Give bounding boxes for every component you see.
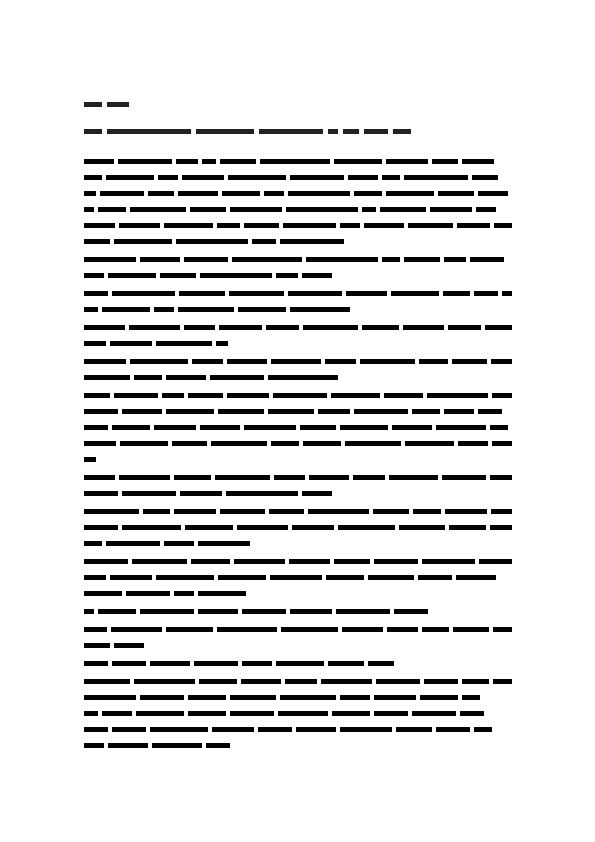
paragraph	[84, 606, 512, 616]
document-header	[84, 99, 129, 109]
paragraph	[84, 506, 512, 548]
paragraph	[84, 676, 512, 750]
document-body	[84, 156, 512, 756]
paragraph	[84, 624, 512, 650]
paragraph	[84, 322, 512, 348]
paragraph	[84, 658, 512, 668]
paragraph	[84, 356, 512, 382]
paragraph	[84, 390, 512, 464]
paragraph	[84, 472, 512, 498]
document-title	[84, 126, 411, 136]
paragraph	[84, 556, 512, 598]
paragraph	[84, 254, 512, 280]
paragraph	[84, 156, 512, 246]
paragraph	[84, 288, 512, 314]
